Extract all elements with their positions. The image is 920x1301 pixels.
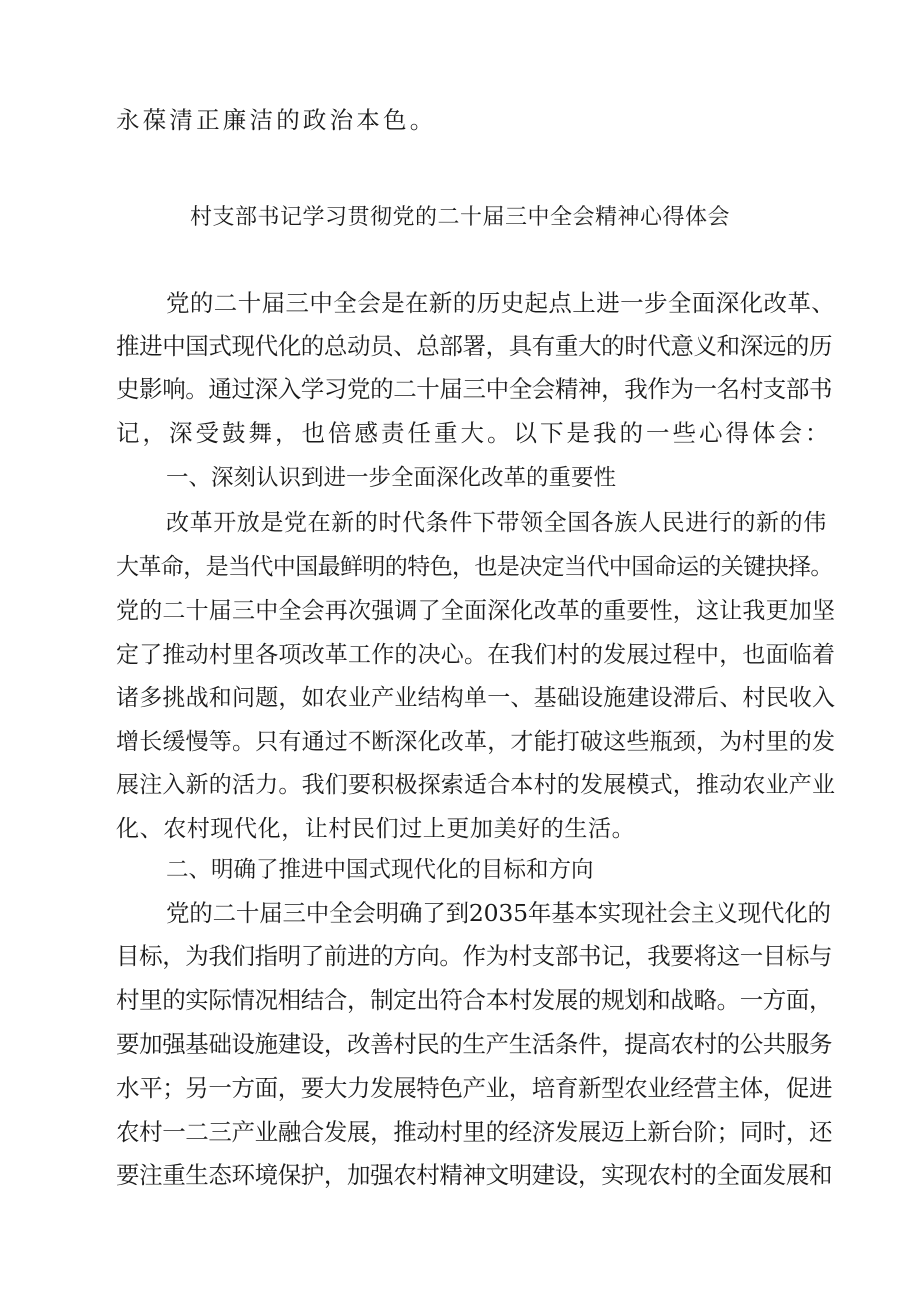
section2-line: 党的二十届三中全会明确了到2035年基本实现社会主义现代化的 [166,899,831,927]
intro-line: 推进中国式现代化的总动员、总部署，具有重大的时代意义和深远的历 [116,332,833,360]
section1-line: 增长缓慢等。只有通过不断深化改革，才能打破这些瓶颈，为村里的发 [116,729,836,755]
document-title: 村支部书记学习贯彻党的二十届三中全会精神心得体会 [189,205,730,230]
section-heading-1: 一、深刻认识到进一步全面深化改革的重要性 [166,465,617,491]
section1-line: 展注入新的活力。我们要积极探索适合本村的发展模式，推动农业产业 [116,772,836,798]
section1-line: 党的二十届三中全会再次强调了全面深化改革的重要性，这让我更加坚 [116,598,836,624]
section-heading-2: 二、明确了推进中国式现代化的目标和方向 [166,857,594,883]
section1-line: 大革命，是当代中国最鲜明的特色，也是决定当代中国命运的关键抉择。 [116,554,833,580]
intro-line: 史影响。通过深入学习党的二十届三中全会精神，我作为一名村支部书 [116,375,833,403]
section2-line: 要注重生态环境保护，加强农村精神文明建设，实现农村的全面发展和 [116,1161,833,1189]
section1-line: 化、农村现代化，让村民们过上更加美好的生活。 [116,816,636,842]
section2-line: 要加强基础设施建设，改善村民的生产生活条件，提高农村的公共服务 [116,1030,833,1058]
top-fragment: 永葆清正廉洁的政治本色。 [116,106,437,134]
intro-line: 党的二十届三中全会是在新的历史起点上进一步全面深化改革、 [166,289,836,317]
section2-line: 村里的实际情况相结合，制定出符合本村发展的规划和战略。一方面， [116,986,833,1014]
section1-line: 诸多挑战和问题，如农业产业结构单一、基础设施建设滞后、村民收入 [116,685,836,711]
intro-line: 记，深受鼓舞，也倍感责任重大。以下是我的一些心得体会： [116,419,832,447]
section2-line: 目标，为我们指明了前进的方向。作为村支部书记，我要将这一目标与 [116,942,833,970]
section2-line: 农村一二三产业融合发展，推动村里的经济发展迈上新台阶；同时，还 [116,1118,833,1146]
section1-line: 定了推动村里各项改革工作的决心。在我们村的发展过程中，也面临着 [116,642,836,668]
section2-line: 水平；另一方面，要大力发展特色产业，培育新型农业经营主体，促进 [116,1074,833,1102]
section1-line: 改革开放是党在新的时代条件下带领全国各族人民进行的新的伟 [166,510,827,536]
